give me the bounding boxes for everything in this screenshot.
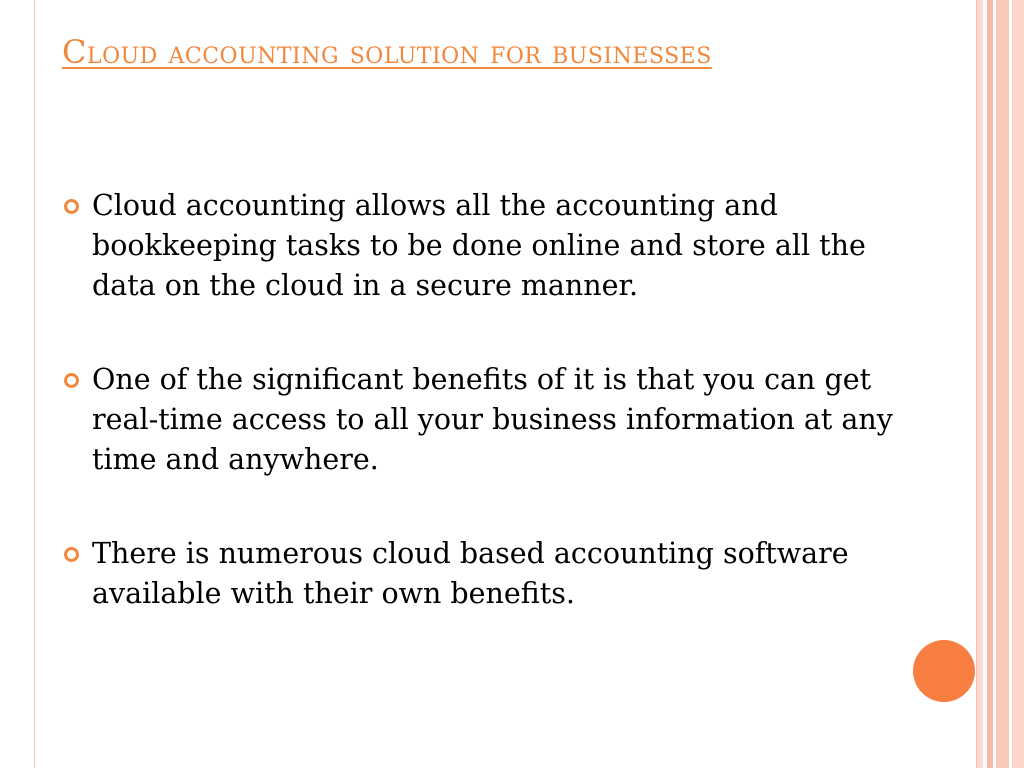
decorative-stripe	[996, 0, 1009, 768]
bullet-text: Cloud accounting allows all the accounting and bookkeeping tasks to be done online and store all the data on the cloud in a secure manner.	[92, 189, 866, 302]
bullet-ring-icon	[64, 547, 79, 562]
decorative-stripe	[1012, 0, 1024, 768]
bullet-item	[62, 534, 922, 614]
bullet-item	[62, 360, 922, 480]
decorative-circle-icon	[913, 640, 975, 702]
bullet-item	[62, 186, 922, 306]
bullet-list	[62, 186, 922, 668]
slide-title: Cloud accounting solution for businesses	[62, 33, 712, 71]
bullet-text: One of the significant benefits of it is that you can get real-time access to all your business information at any time and anywhere.	[92, 363, 893, 476]
bullet-ring-icon	[64, 373, 79, 388]
bullet-text: There is numerous cloud based accounting software available with their own benefits.	[92, 537, 849, 610]
bullet-ring-icon	[64, 199, 79, 214]
